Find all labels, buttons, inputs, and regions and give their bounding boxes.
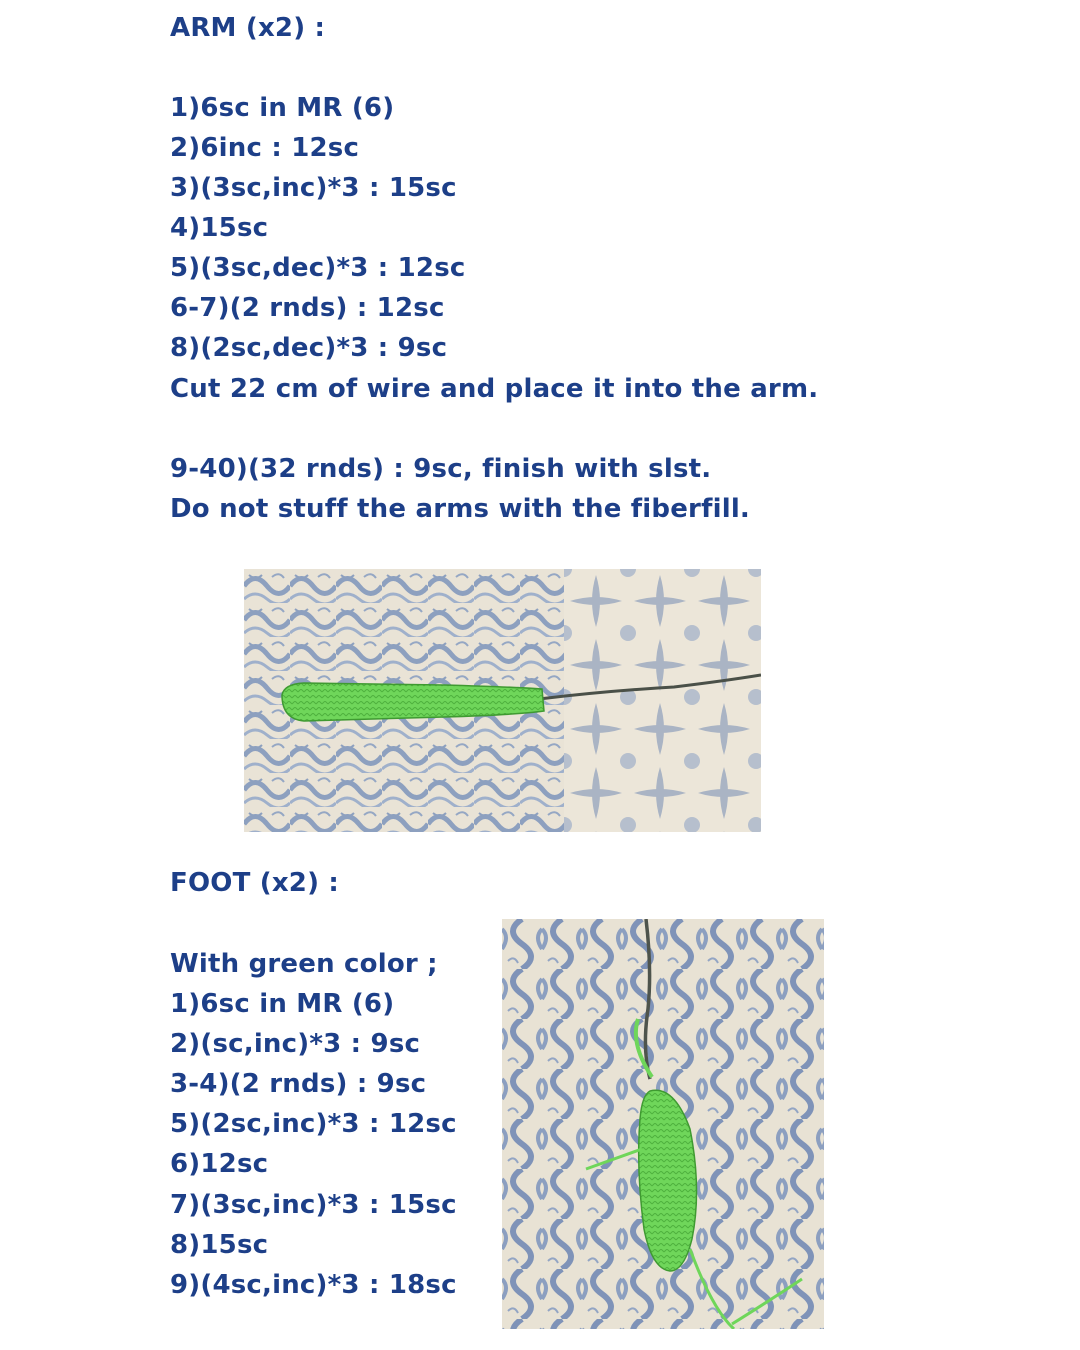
arm-step-9-40: 9-40)(32 rnds) : 9sc, finish with slst.: [170, 454, 712, 484]
foot-step-3-4: 3-4)(2 rnds) : 9sc: [170, 1069, 427, 1099]
arm-wire-instruction: Cut 22 cm of wire and place it into the arm.: [170, 374, 819, 404]
foot-step-1: 1)6sc in MR (6): [170, 989, 395, 1019]
arm-step-8: 8)(2sc,dec)*3 : 9sc: [170, 333, 448, 363]
foot-step-6: 6)12sc: [170, 1149, 269, 1179]
arm-step-4: 4)15sc: [170, 213, 269, 243]
foot-step-2: 2)(sc,inc)*3 : 9sc: [170, 1029, 421, 1059]
arm-step-2: 2)6inc : 12sc: [170, 133, 360, 163]
arm-step-6-7: 6-7)(2 rnds) : 12sc: [170, 293, 445, 323]
foot-step-7: 7)(3sc,inc)*3 : 15sc: [170, 1190, 457, 1220]
foot-step-8: 8)15sc: [170, 1230, 269, 1260]
arm-step-1: 1)6sc in MR (6): [170, 93, 395, 123]
foot-heading: FOOT (x2) :: [170, 868, 340, 898]
foot-step-5: 5)(2sc,inc)*3 : 12sc: [170, 1109, 457, 1139]
arm-step-3: 3)(3sc,inc)*3 : 15sc: [170, 173, 457, 203]
crocheted-foot-photo: [502, 919, 824, 1329]
arm-heading: ARM (x2) :: [170, 13, 326, 43]
foot-color-note: With green color ;: [170, 949, 438, 979]
crocheted-arm-photo: [244, 569, 761, 832]
foot-step-9: 9)(4sc,inc)*3 : 18sc: [170, 1270, 457, 1300]
arm-step-5: 5)(3sc,dec)*3 : 12sc: [170, 253, 466, 283]
arm-stuffing-note: Do not stuff the arms with the fiberfill.: [170, 494, 751, 524]
